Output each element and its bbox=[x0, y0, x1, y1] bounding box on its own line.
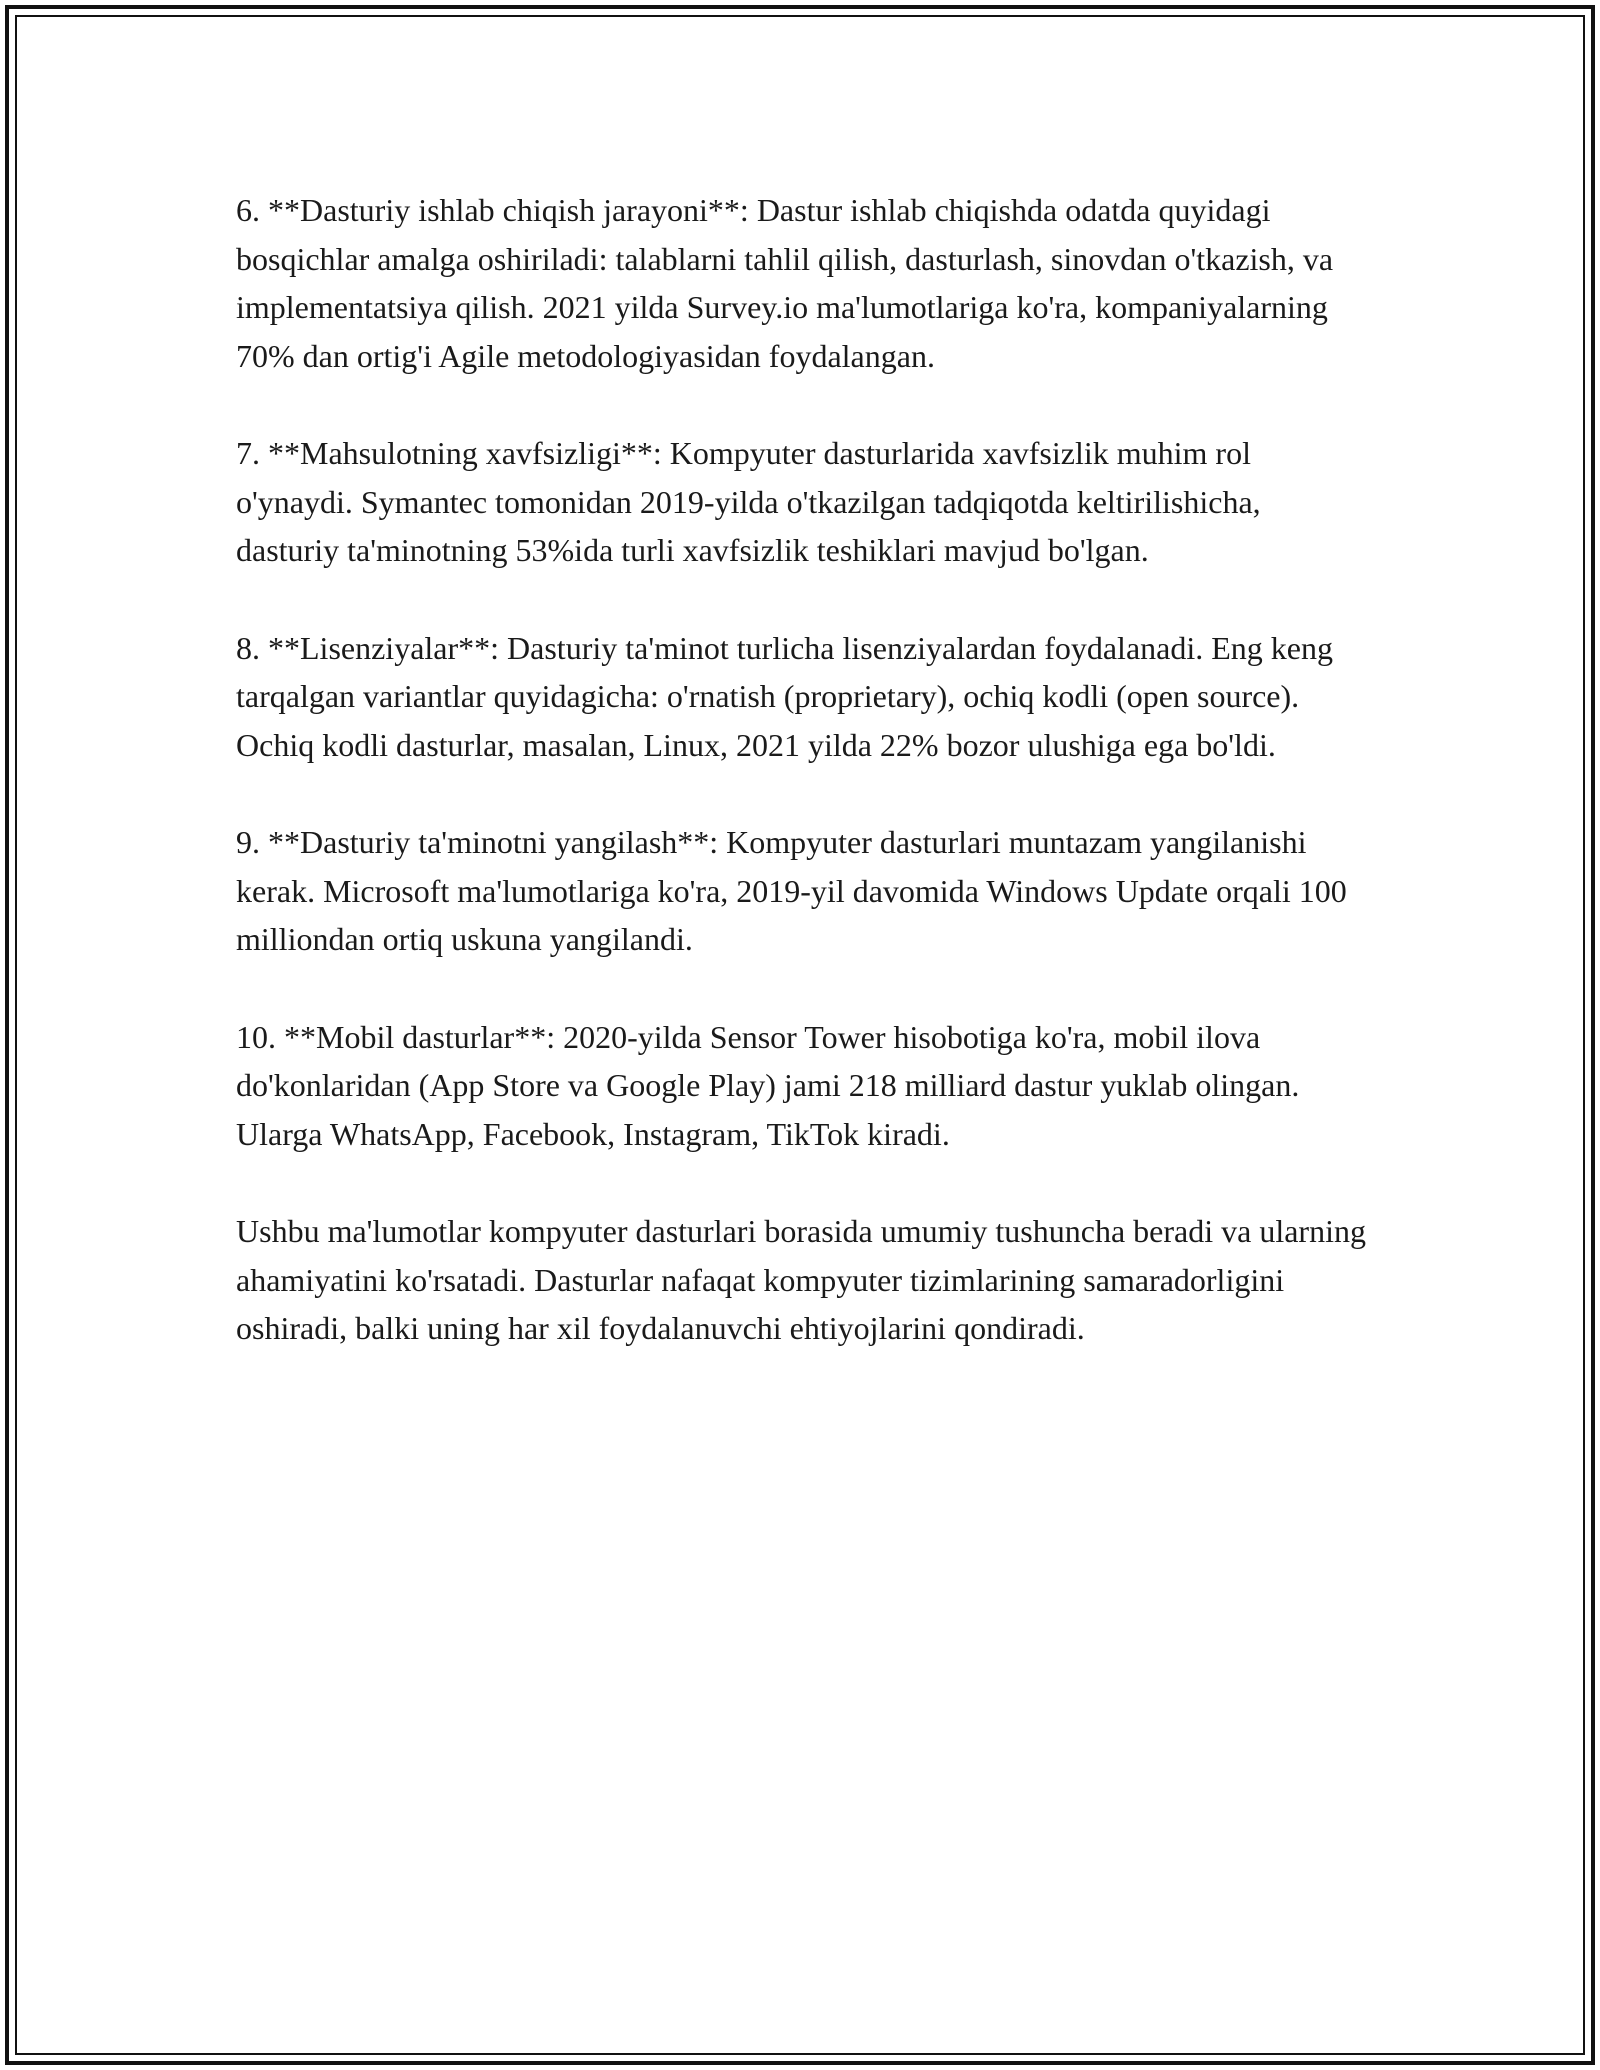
paragraph-licenses: 8. **Lisenziyalar**: Dasturiy ta'minot turlicha lisenziyalardan foydalanadi. Eng keng tarqalgan variantlar quyidagicha: o'rnatish (proprietary), ochiq kodli (open source). Ochiq kodli dasturlar, masalan, Linux, 2021 yilda 22% bozor ulushiga ega bo'ldi. bbox=[236, 629, 1333, 763]
paragraph-software-development-process: 6. **Dasturiy ishlab chiqish jarayoni**: Dastur ishlab chiqishda odatda quyidagi bosqichlar amalga oshiriladi: talablarni tahlil qilish, dasturlash, sinovdan o'tkazish, va implementatsiya qilish. 2021 yilda Survey.io ma'lumotlariga ko'ra, kompaniyalarning 70% dan ortig'i Agile metodologiyasidan foydalangan. bbox=[236, 192, 1334, 374]
paragraph-software-updates: 9. **Dasturiy ta'minotni yangilash**: Kompyuter dasturlari muntazam yangilanishi kerak. Microsoft ma'lumotlariga ko'ra, 2019-yil davomida Windows Update orqali 100 milliondan ortiq uskuna yangilandi. bbox=[236, 824, 1347, 957]
paragraph-conclusion: Ushbu ma'lumotlar kompyuter dasturlari borasida umumiy tushuncha beradi va ularning ahamiyatini ko'rsatadi. Dasturlar nafaqat kompyuter tizimlarining samaradorligini oshiradi, balki uning har xil foydalanuvchi ehtiyojlarini qondiradi. bbox=[236, 1213, 1366, 1346]
paragraph-product-security: 7. **Mahsulotning xavfsizligi**: Kompyuter dasturlarida xavfsizlik muhim rol o'ynaydi. Symantec tomonidan 2019-yilda o'tkazilgan tadqiqotda keltirilishicha, dasturiy ta'minotning 53%ida turli xavfsizlik teshiklari mavjud bo'lgan. bbox=[236, 435, 1261, 568]
paragraph-mobile-apps: 10. **Mobil dasturlar**: 2020-yilda Sensor Tower hisobotiga ko'ra, mobil ilova do'konlaridan (App Store va Google Play) jami 218 milliard dastur yuklab olingan. Ularga WhatsApp, Facebook, Instagram, TikTok kiradi. bbox=[236, 1018, 1300, 1152]
document-body bbox=[236, 186, 1366, 1402]
